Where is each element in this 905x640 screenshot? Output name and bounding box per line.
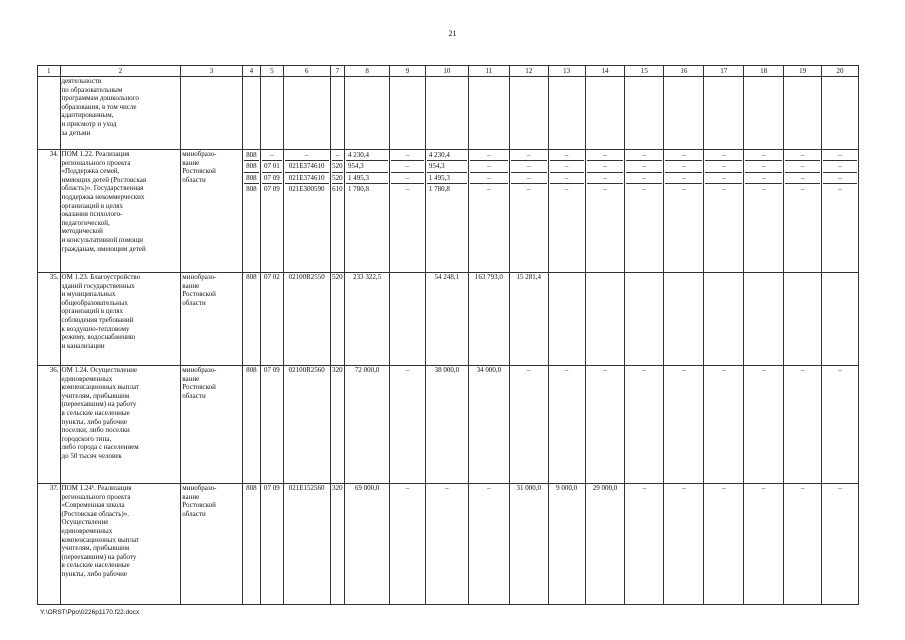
value-cell: 38 000,0 [425, 366, 468, 484]
sub-value: – [550, 161, 584, 172]
measure-name: ПОМ 1.24¹. Реализация регионального проекта «Современная школа (Ростовская область)». Осуществление единовременных компенсационных выплат учителям, прибывшим (переехавшим) на работу в сельские населенные пункты, либо рабочие [60, 484, 181, 605]
sub-value: 1 495,3 [346, 173, 388, 184]
footer-file-path: Y:\ORST\Ppo\0226p1170.f22.docx [40, 609, 140, 616]
sub-value: 021E300590 [288, 185, 325, 194]
value-cell [390, 150, 426, 273]
value-cell: – [822, 484, 859, 605]
sub-value: – [626, 150, 662, 161]
value-cell: 07 02 [261, 273, 284, 366]
sub-value: – [642, 185, 647, 194]
page-number: 21 [448, 29, 457, 38]
sub-value: – [470, 150, 508, 161]
sub-value: – [705, 150, 742, 161]
sub-value: – [564, 185, 569, 194]
value-cell: 021E152560 [283, 484, 330, 605]
header-cell: 16 [664, 66, 704, 77]
header-cell: 19 [784, 66, 822, 77]
value-cell: 163 793,0 [468, 273, 509, 366]
sub-value: – [285, 150, 329, 161]
sub-value: 07 09 [262, 173, 282, 184]
header-cell: 17 [704, 66, 744, 77]
sub-value: – [722, 185, 726, 194]
row-number: 36. [38, 366, 61, 484]
sub-value: – [823, 173, 857, 184]
value-cell [548, 273, 585, 366]
row-number: 35. [38, 273, 61, 366]
sub-value: – [785, 150, 820, 161]
measure-name: ОМ 1.24. Осуществление единовременных компенсационных выплат учителям, прибывшим (переехавшим) на работу в сельские населенные пункты, либо рабочие поселки, либо поселки городского типа, либо города с населением до 50 тысяч человек [60, 366, 181, 484]
header-cell: 5 [261, 66, 284, 77]
sub-value: – [665, 150, 702, 161]
sub-value: – [391, 173, 424, 184]
value-cell: – [784, 484, 822, 605]
sub-value: 07 01 [262, 161, 282, 172]
value-cell: – [744, 484, 784, 605]
value-cell: – [548, 366, 585, 484]
value-cell: 808 [242, 273, 260, 366]
sub-value: 4 230,4 [346, 150, 388, 161]
sub-value: – [838, 185, 842, 194]
sub-value: 021E374610 [285, 161, 329, 172]
sub-value: 808 [244, 150, 259, 161]
table-row [38, 150, 859, 273]
value-cell [744, 150, 784, 273]
sub-value: 1 495,3 [427, 173, 467, 184]
sub-value: – [332, 150, 343, 161]
executor: минобразо- вание Ростовской области [181, 366, 242, 484]
value-cell: – [744, 366, 784, 484]
value-cell: 320 [330, 484, 344, 605]
header-cell: 13 [548, 66, 585, 77]
value-cell [345, 150, 390, 273]
measure-name: ПОМ 1.22. Реализация регионального проекта «Поддержка семей, имеющих детей (Ростовская область)». Государственная поддержка некоммерческих организаций в целях оказания психолого- педагогической, методической и консультативной помощи гражданам, имеющим детей [60, 150, 181, 273]
value-cell: 34 000,0 [468, 366, 509, 484]
sub-value: 1 780,8 [428, 185, 450, 194]
sub-value: – [785, 173, 820, 184]
value-cell: 520 [330, 273, 344, 366]
sub-value: – [626, 173, 662, 184]
value-cell [585, 150, 625, 273]
value-cell [468, 150, 509, 273]
table-row [38, 484, 859, 605]
header-cell: 4 [242, 66, 260, 77]
sub-value: – [705, 161, 742, 172]
header-cell: 2 [60, 66, 181, 77]
sub-value: – [745, 150, 782, 161]
sub-value: – [511, 173, 547, 184]
sub-value: 808 [246, 185, 257, 194]
sub-value: – [785, 161, 820, 172]
sub-value: 954,3 [427, 161, 467, 172]
value-cell: – [822, 366, 859, 484]
value-cell: – [664, 366, 704, 484]
value-cell [425, 150, 468, 273]
sub-value: – [587, 161, 624, 172]
value-cell: 320 [330, 366, 344, 484]
header-cell: 3 [181, 66, 242, 77]
header-cell: 10 [425, 66, 468, 77]
value-cell [822, 273, 859, 366]
sub-value: – [470, 173, 508, 184]
value-cell [242, 150, 260, 273]
sub-value: – [550, 150, 584, 161]
value-cell: 29 000,0 [585, 484, 625, 605]
value-cell [784, 273, 822, 366]
sub-value: – [511, 161, 547, 172]
value-cell [664, 150, 704, 273]
value-cell [744, 273, 784, 366]
sub-value: 4 230,4 [427, 150, 467, 161]
value-cell: 31 000,0 [509, 484, 548, 605]
sub-value: – [487, 185, 491, 194]
sub-value: – [761, 185, 766, 194]
sub-value: 021E374610 [285, 173, 329, 184]
sub-value: – [626, 161, 662, 172]
value-cell: – [704, 366, 744, 484]
header-cell: 12 [509, 66, 548, 77]
value-cell: – [390, 484, 426, 605]
value-cell [625, 273, 664, 366]
value-cell [822, 150, 859, 273]
sub-value: – [745, 173, 782, 184]
value-cell: 07 09 [261, 366, 284, 484]
header-cell: 15 [625, 66, 664, 77]
value-cell: – [509, 366, 548, 484]
executor: минобразо- вание Ростовской области [181, 273, 242, 366]
sub-value: 520 [332, 173, 343, 184]
sub-value: – [665, 161, 702, 172]
measure-name: ОМ 1.23. Благоустройство зданий государственных и муниципальных общеобразовательных организаций в целях соблюдения требований к воздушно-тепловому режиму, водоснабжению и канализации [60, 273, 181, 366]
measure-name: деятельности по образовательным программам дошкольного образования, в том числе адаптированным, и присмотр и уход за детьми [60, 77, 181, 150]
value-cell: 9 000,0 [548, 484, 585, 605]
row-number: 37. [38, 484, 61, 605]
header-cell: 8 [345, 66, 390, 77]
header-cell: 11 [468, 66, 509, 77]
value-cell: 02100R2550 [283, 273, 330, 366]
value-cell: 808 [242, 484, 260, 605]
sub-value: 07 09 [264, 185, 280, 194]
value-cell [664, 273, 704, 366]
sub-value: 610 [332, 185, 343, 194]
value-cell [625, 150, 664, 273]
header-cell: 9 [390, 66, 426, 77]
value-cell: – [625, 366, 664, 484]
sub-value: – [587, 150, 624, 161]
sub-value: – [823, 161, 857, 172]
value-cell: 02100R2560 [283, 366, 330, 484]
sub-value: – [262, 150, 282, 161]
executor: минобразо- вание Ростовской области [181, 150, 242, 273]
sub-value: – [800, 185, 805, 194]
sub-value: 808 [244, 161, 259, 172]
value-cell [585, 273, 625, 366]
sub-value: – [527, 185, 531, 194]
sub-value: – [682, 185, 686, 194]
continuation-row [38, 77, 859, 150]
sub-value: 520 [332, 161, 343, 172]
header-cell: 6 [283, 66, 330, 77]
sub-value: – [665, 173, 702, 184]
budget-table [37, 65, 859, 605]
header-cell: 18 [744, 66, 784, 77]
sub-value: – [511, 150, 547, 161]
sub-value: – [587, 173, 624, 184]
value-cell: – [585, 366, 625, 484]
executor: минобразо- вание Ростовской области [181, 484, 242, 605]
header-cell: 14 [585, 66, 625, 77]
sub-value: 954,3 [346, 161, 388, 172]
value-cell: 233 322,5 [345, 273, 390, 366]
sub-value: – [391, 161, 424, 172]
value-cell: 69 000,0 [345, 484, 390, 605]
value-cell [390, 273, 426, 366]
sub-value: 1 780,8 [348, 185, 370, 194]
value-cell: 72 000,0 [345, 366, 390, 484]
header-cell: 20 [822, 66, 859, 77]
sub-value: – [745, 161, 782, 172]
value-cell [261, 150, 284, 273]
table-row [38, 273, 859, 366]
table-row [38, 366, 859, 484]
sub-value: – [550, 173, 584, 184]
value-cell [704, 150, 744, 273]
header-cell: 7 [330, 66, 344, 77]
header-row [38, 66, 859, 77]
row-number [38, 77, 61, 150]
sub-value: – [705, 173, 742, 184]
value-cell [330, 150, 344, 273]
sub-value: – [405, 185, 410, 194]
value-cell: – [425, 484, 468, 605]
sub-value: 808 [244, 173, 259, 184]
value-cell [509, 150, 548, 273]
value-cell: 15 281,4 [509, 273, 548, 366]
value-cell: – [664, 484, 704, 605]
value-cell [704, 273, 744, 366]
value-cell: 07 09 [261, 484, 284, 605]
value-cell: 54 248,1 [425, 273, 468, 366]
header-cell: 1 [38, 66, 61, 77]
value-cell: – [390, 366, 426, 484]
sub-value: – [603, 185, 607, 194]
sub-value: – [470, 161, 508, 172]
value-cell [283, 150, 330, 273]
value-cell: – [468, 484, 509, 605]
value-cell [784, 150, 822, 273]
sub-value: – [823, 150, 857, 161]
value-cell [548, 150, 585, 273]
value-cell: – [784, 366, 822, 484]
sub-value: – [391, 150, 424, 161]
value-cell: 808 [242, 366, 260, 484]
value-cell: – [704, 484, 744, 605]
row-number: 34. [38, 150, 61, 273]
value-cell: – [625, 484, 664, 605]
